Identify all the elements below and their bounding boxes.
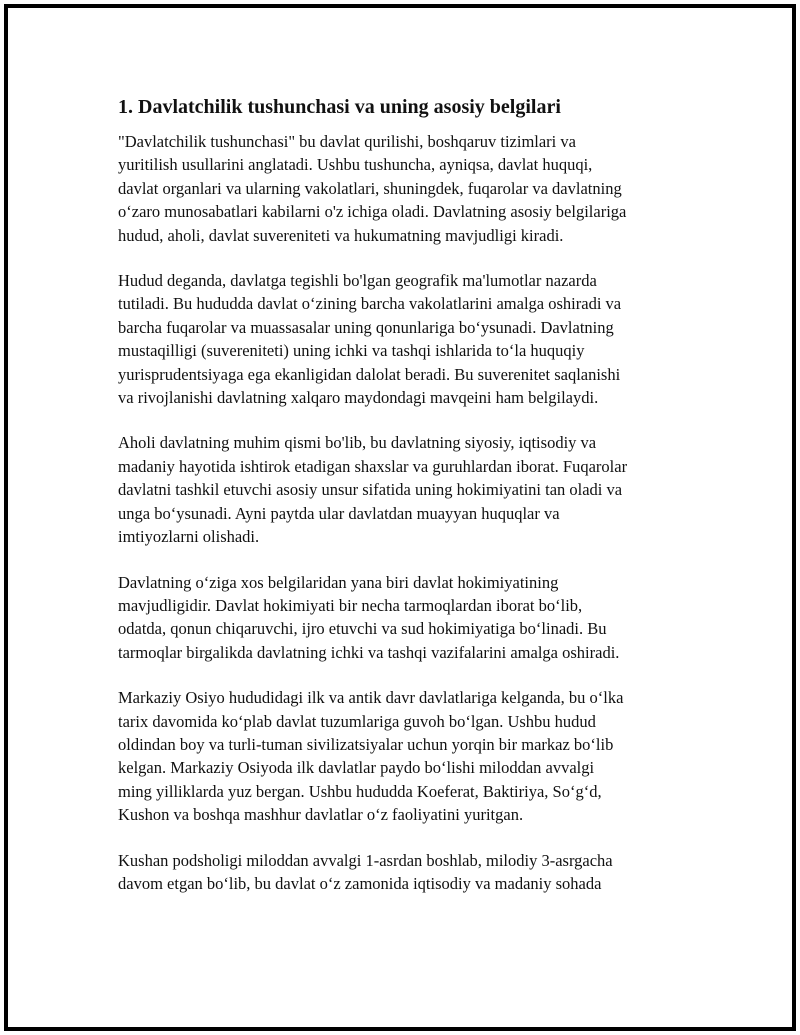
text-line: hudud, aholi, davlat suvereniteti va hukumatning mavjudligi kiradi. (118, 225, 564, 245)
text-line: yurisprudentsiyaga ega ekanligidan dalolat beradi. Bu suverenitet saqlanishi (118, 364, 621, 384)
paragraph (118, 269, 688, 409)
text-line: oʻzaro munosabatlari kabilarni o'z ichiga oladi. Davlatning asosiy belgilariga (118, 202, 627, 222)
text-line: tutiladi. Bu hududda davlat oʻzining barcha vakolatlarini amalga oshiradi va (118, 294, 622, 314)
paragraph (118, 686, 688, 826)
paragraph (118, 571, 688, 665)
paragraph (118, 130, 688, 247)
text-line: Markaziy Osiyo hududidagi ilk va antik davr davlatlariga kelganda, bu oʻlka (118, 688, 624, 708)
document-body (118, 94, 688, 917)
text-line: oldindan boy va turli-tuman sivilizatsiyalar uchun yorqin bir markaz boʻlib (118, 734, 614, 754)
text-line: davlat organlari va ularning vakolatlari, shuningdek, fuqarolar va davlatning (118, 178, 622, 198)
text-line: Davlatning oʻziga xos belgilaridan yana biri davlat hokimiyatining (118, 572, 559, 592)
text-line: imtiyozlarni olishadi. (118, 527, 260, 547)
text-line: Aholi davlatning muhim qismi bo'lib, bu davlatning siyosiy, iqtisodiy va (118, 433, 597, 453)
text-line: Kushon va boshqa mashhur davlatlar oʻz faoliyatini yuritgan. (118, 805, 524, 825)
text-line: mustaqilligi (suvereniteti) uning ichki va tashqi ishlarida toʻla huquqiy (118, 341, 585, 361)
text-line: kelgan. Markaziy Osiyoda ilk davlatlar paydo boʻlishi miloddan avvalgi (118, 758, 595, 778)
text-line: barcha fuqarolar va muassasalar uning qonunlariga boʻysunadi. Davlatning (118, 317, 614, 337)
text-line: Hudud deganda, davlatga tegishli bo'lgan geografik ma'lumotlar nazarda (118, 271, 597, 291)
text-line: tarix davomida koʻplab davlat tuzumlariga guvoh boʻlgan. Ushbu hudud (118, 711, 596, 731)
text-line: davom etgan boʻlib, bu davlat oʻz zamonida iqtisodiy va madaniy sohada (118, 873, 602, 893)
paragraph-list (118, 130, 688, 895)
text-line: odatda, qonun chiqaruvchi, ijro etuvchi va sud hokimiyatiga boʻlinadi. Bu (118, 619, 607, 639)
text-line: Kushan podsholigi miloddan avvalgi 1-asrdan boshlab, milodiy 3-asrgacha (118, 850, 613, 870)
text-line: mavjudligidir. Davlat hokimiyati bir necha tarmoqlardan iborat boʻlib, (118, 595, 583, 615)
text-line: unga boʻysunadi. Ayni paytda ular davlatdan muayyan huquqlar va (118, 503, 560, 523)
text-line: davlatni tashkil etuvchi asosiy unsur sifatida uning hokimiyatini tan oladi va (118, 480, 623, 500)
paragraph (118, 431, 688, 548)
text-line: madaniy hayotida ishtirok etadigan shaxslar va guruhlardan iborat. Fuqarolar (118, 456, 628, 476)
text-line: tarmoqlar birgalikda davlatning ichki va tashqi vazifalarini amalga oshiradi. (118, 642, 620, 662)
text-line: ming yilliklarda yuz bergan. Ushbu hududda Koeferat, Baktiriya, Soʻgʻd, (118, 781, 602, 801)
text-line: yuritilish usullarini anglatadi. Ushbu tushuncha, ayniqsa, davlat huquqi, (118, 155, 593, 175)
text-line: va rivojlanishi davlatning xalqaro maydondagi mavqeini ham belgilaydi. (118, 388, 599, 408)
paragraph (118, 849, 688, 896)
text-line: "Davlatchilik tushunchasi" bu davlat qurilishi, boshqaruv tizimlari va (118, 132, 576, 151)
section-heading: 1. Davlatchilik tushunchasi va uning asosiy belgilari (118, 96, 561, 118)
